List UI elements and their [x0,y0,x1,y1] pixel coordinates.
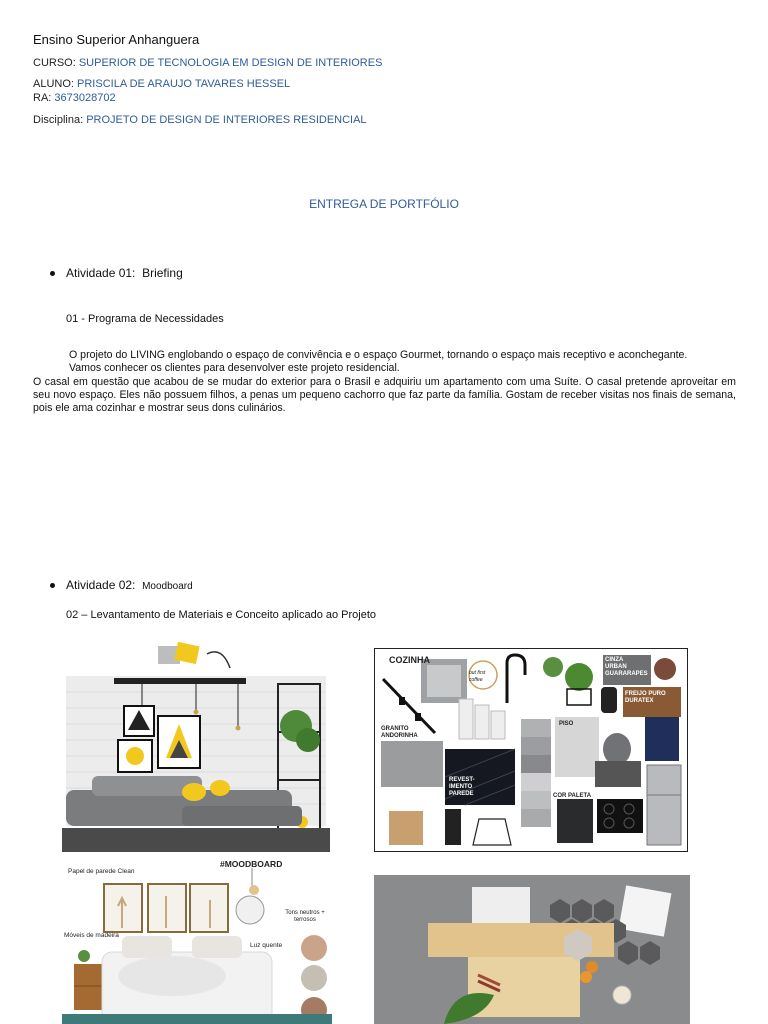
course-value: SUPERIOR DE TECNOLOGIA EM DESIGN DE INTERIORES [78,57,383,69]
briefing-paragraph-1: O projeto do LIVING englobando o espaço de convivência e o espaço Gourmet, tornando o espaço mais receptivo e aconchegante. [69,349,688,361]
bedroom-moodboard-image [62,858,332,1024]
ra-value: 3673028702 [54,92,116,104]
activity1-label: Atividade 01: [66,266,136,280]
kitchen-granito-label: GRANITO ANDORINHA [381,726,418,739]
briefing-paragraph-3: O casal em questão que acabou de se mudar do exterior para o Brasil e adquiriu um apartamento com uma Suíte. O casal pretende aproveitar em seu novo espaço. Eles não possuem filhos, a penas um pequeno cachorro que faz parte da família. Gostam de receber visitas nos finais de semana, pois ele ama cozinhar e mostrar seus dons culinários. [33,376,736,414]
bedroom-tons-label: Tons neutros + terrosos [285,910,325,923]
living-room-moodboard-image [62,640,330,852]
student-label: ALUNO: [33,78,74,90]
kitchen-piso-label: PISO [559,721,574,727]
bedroom-luz-label: Luz quente [250,942,283,949]
ra-label: RA: [33,92,52,104]
bedroom-moveis-label: Móveis de madeira [64,932,119,939]
materials-illustration [374,875,690,1024]
activity2-label: Atividade 02: [66,578,136,592]
kitchen-revest-label: REVEST- IMENTO PAREDE [449,777,475,797]
institution-name: Ensino Superior Anhanguera [33,32,200,47]
course-label: CURSO: [33,57,76,69]
kitchen-cinza-label: CINZA URBAN GUARARAPES [605,657,648,677]
student-line [33,78,290,90]
course-line [33,57,382,69]
activity1-subtitle: 01 - Programa de Necessidades [66,313,224,325]
discipline-label: Disciplina: [33,114,84,126]
discipline-line [33,114,367,126]
bedroom-illustration [62,858,332,1024]
kitchen-coffee-label: but first coffee [469,670,486,683]
kitchen-cor-label: COR PALETA [553,793,592,799]
discipline-value: PROJETO DE DESIGN DE INTERIORES RESIDENCIAL [86,114,367,126]
bullet-dot [50,583,55,588]
activity2-name: Moodboard [142,581,193,592]
living-room-illustration [62,640,330,852]
kitchen-title: COZINHA [389,655,430,665]
activity2-bullet [50,578,193,592]
ra-line [33,92,116,104]
materials-moodboard-image [374,875,690,1024]
bedroom-title: #MOODBOARD [220,859,283,869]
kitchen-moodboard-image [374,648,688,852]
kitchen-illustration [375,649,686,850]
page-title: ENTREGA DE PORTFÓLIO [309,197,459,211]
student-value: PRISCILA DE ARAUJO TAVARES HESSEL [77,78,291,90]
activity1-bullet [50,266,183,280]
activity2-subtitle: 02 – Levantamento de Materiais e Conceito aplicado ao Projeto [66,609,377,621]
briefing-paragraph-2: Vamos conhecer os clientes para desenvolver este projeto residencial. [69,362,400,374]
bedroom-papel-label: Papel de parede Clean [68,868,135,875]
activity1-name: Briefing [142,266,183,280]
bullet-dot [50,271,55,276]
kitchen-freijo-label: FREIJO PURO DURATEX [625,691,666,704]
